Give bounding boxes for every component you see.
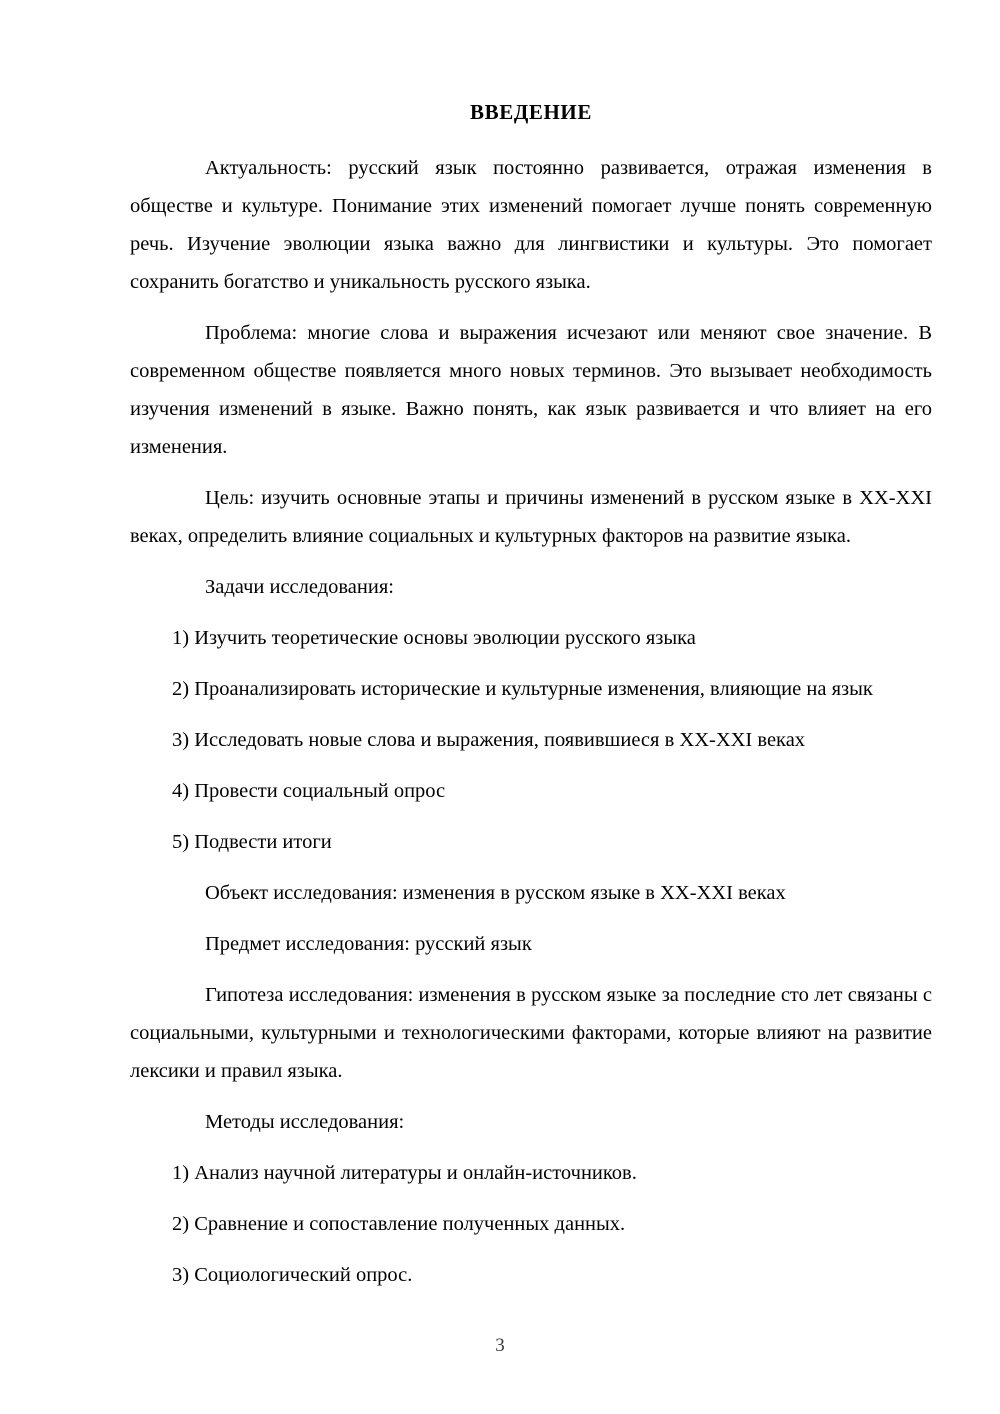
subject-of-research: Предмет исследования: русский язык [205, 933, 532, 955]
methods-heading: Методы исследования: [205, 1111, 405, 1133]
task-item-3: 3) Исследовать новые слова и выражения, появившиеся в XX-XXI веках [172, 729, 806, 751]
method-item-2: 2) Сравнение и сопоставление полученных данных. [172, 1213, 626, 1235]
method-item-3: 3) Социологический опрос. [172, 1264, 413, 1286]
paragraph-problem: Проблема: многие слова и выражения исчезают или меняют свое значение. В современном обществе появляется много новых терминов. Это вызывает необходимость изучения изменений в языке. Важно понять, как язык развивается и что влияет на его изменения. [130, 322, 932, 458]
task-item-4: 4) Провести социальный опрос [172, 780, 446, 802]
method-item-1: 1) Анализ научной литературы и онлайн-источников. [172, 1162, 637, 1184]
task-item-1: 1) Изучить теоретические основы эволюции русского языка [172, 627, 696, 649]
paragraph-hypothesis: Гипотеза исследования: изменения в русском языке за последние сто лет связаны с социальными, культурными и технологическими факторами, которые влияют на развитие лексики и правил языка. [130, 984, 932, 1082]
page-number: 3 [495, 1335, 505, 1356]
paragraph-relevance: Актуальность: русский язык постоянно развивается, отражая изменения в обществе и культуре. Понимание этих изменений помогает лучше понять современную речь. Изучение эволюции языка важно для лингвистики и культуры. Это помогает сохранить богатство и уникальность русского языка. [130, 157, 932, 293]
document-body [130, 0, 932, 1294]
task-item-2: 2) Проанализировать исторические и культурные изменения, влияющие на язык [172, 678, 873, 700]
task-item-5: 5) Подвести итоги [172, 831, 332, 853]
paragraph-goal: Цель: изучить основные этапы и причины изменений в русском языке в XX-XXI веках, определить влияние социальных и культурных факторов на развитие языка. [130, 487, 932, 547]
page-title: ВВЕДЕНИЕ [470, 100, 592, 124]
tasks-heading: Задачи исследования: [205, 576, 394, 598]
object-of-research: Объект исследования: изменения в русском языке в XX-XXI веках [205, 882, 786, 904]
